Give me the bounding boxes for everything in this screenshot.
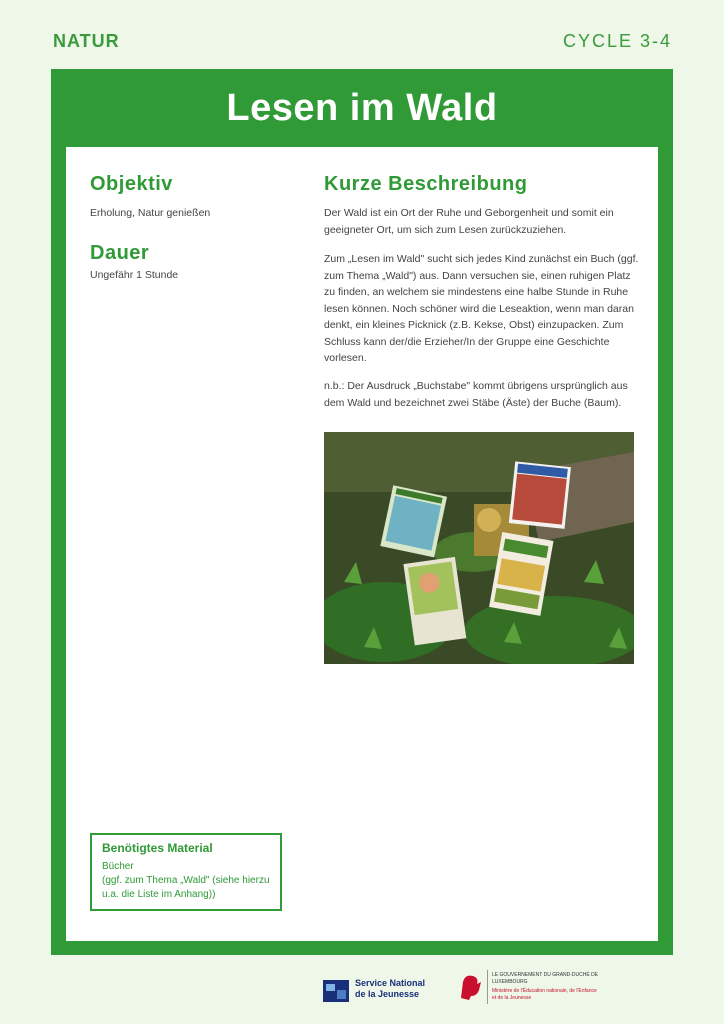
snj-name-line-2: de la Jeunesse: [355, 989, 420, 999]
snj-logo-mark-icon: [323, 978, 351, 1004]
dauer-text: Ungefähr 1 Stunde: [90, 269, 179, 281]
forest-books-illustration: [324, 432, 634, 664]
dauer-heading: Dauer: [90, 242, 150, 264]
objektiv-heading: Objektiv: [90, 173, 173, 195]
snj-name-line-1: Service National: [355, 978, 426, 988]
government-title: LE GOUVERNEMENT DU GRAND-DUCHÉ DE LUXEMBOURG: [492, 972, 599, 985]
government-logo: [457, 968, 607, 1008]
content-card: [66, 147, 658, 941]
divider: [487, 970, 488, 1004]
forest-books-photo: [324, 432, 634, 664]
beschreibung-paragraph-3: n.b.: Der Ausdruck „Buchstabe" kommt übrigens ursprünglich aus dem Wald und bezeichnet zwei Stäbe (Äste) der Buche (Baum).: [324, 380, 628, 409]
material-box: [90, 833, 282, 911]
material-line-1: Bücher: [102, 861, 134, 872]
content-frame: [51, 69, 673, 955]
objektiv-text: Erholung, Natur genießen: [90, 207, 211, 219]
material-heading: Benötigtes Material: [102, 841, 213, 855]
snj-logo: [323, 968, 443, 1008]
beschreibung-paragraph-2: Zum „Lesen im Wald" sucht sich jedes Kind zunächst ein Buch (ggf. zum Thema „Wald") aus. Dann versuchen sie, einen ruhigen Platz zu finden, an welchem sie mindestens eine halbe Stunde in Ruhe lesen können. Noch schöner wird die Leseaktion, wenn man daran denkt, ein kleines Picknick (z.B. Kekse, Obst) einzupacken. Zum Schluss kann der/die Erzieher/In der Gruppe eine Geschichte vorlesen.: [324, 253, 639, 364]
category-label: NATUR: [53, 31, 120, 51]
lion-icon: [457, 972, 483, 1002]
cycle-label: CYCLE 3-4: [562, 31, 672, 51]
beschreibung-heading: Kurze Beschreibung: [324, 173, 528, 195]
beschreibung-paragraph-1: Der Wald ist ein Ort der Ruhe und Geborgenheit und somit ein geeigneter Ort, um sich zum Lesen zurückzuziehen.: [324, 207, 614, 236]
ministry-name: Ministère de l'Éducation nationale, de l'Enfance et de la Jeunesse: [492, 988, 597, 1001]
page-title: Lesen im Wald: [226, 87, 498, 129]
material-line-2: (ggf. zum Thema „Wald" (siehe hierzu u.a. die Liste im Anhang)): [102, 875, 270, 900]
